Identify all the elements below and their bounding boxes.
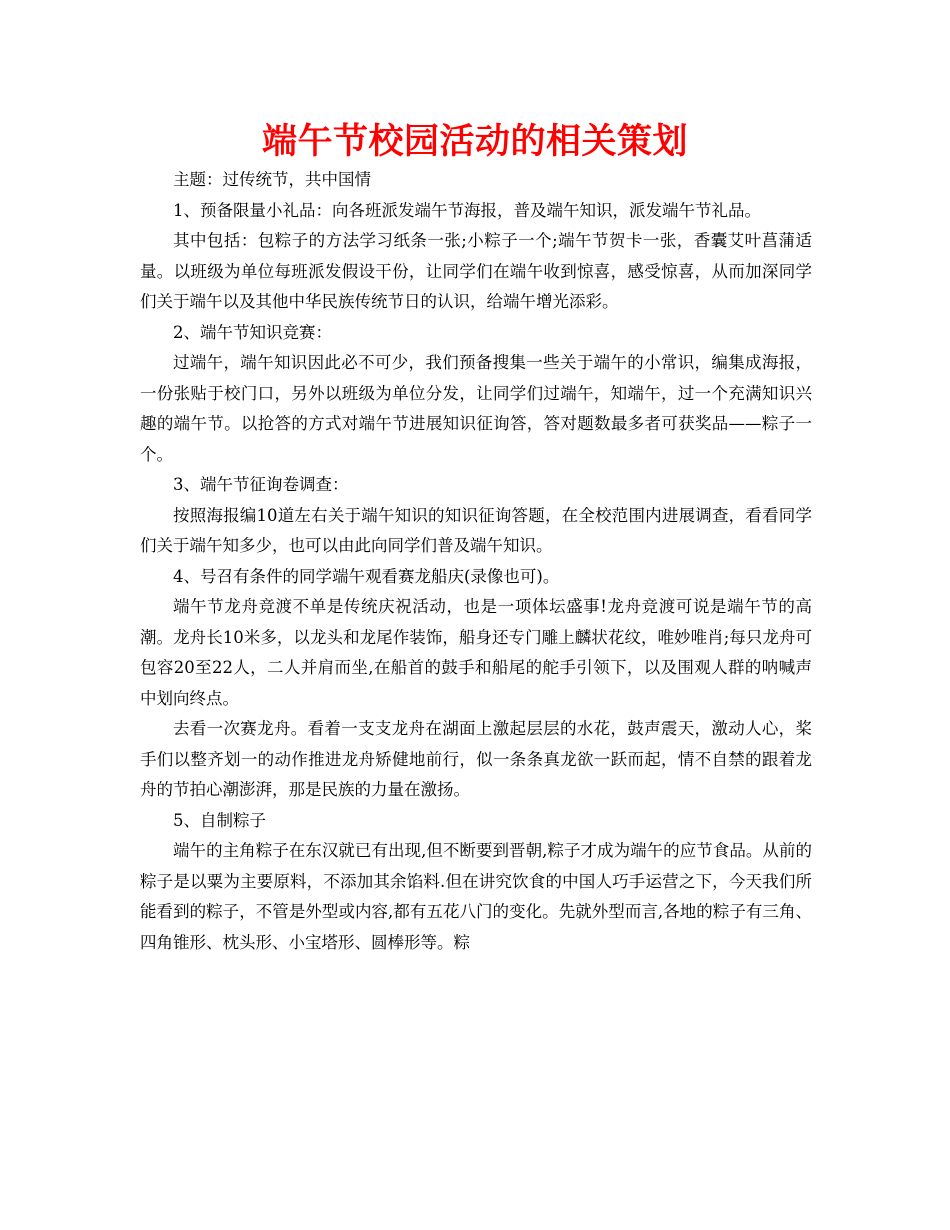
paragraph-survey-detail: 按照海报编10道左右关于端午知识的知识征询答题，在全校范围内进展调查，看看同学们关于端午知多少，也可以由此向同学们普及端午知识。 <box>140 505 812 555</box>
paragraph-quiz-detail: 过端午，端午知识因此必不可少，我们预备搜集一些关于端午的小常识，编集成海报，一份张贴于校门口，另外以班级为单位分发，让同学们过端午，知端午，过一个充满知识兴趣的端午节。以抢答的方式对端午节进展知识征询答，答对题数最多者可获奖品——粽子一个。 <box>140 353 812 464</box>
paragraph-dragonboat-detail: 端午节龙舟竞渡不单是传统庆祝活动，也是一项体坛盛事!龙舟竞渡可说是端午节的高潮。龙舟长10米多，以龙头和龙尾作装饰，船身还专门雕上麟状花纹，唯妙唯肖;每只龙舟可包容20至22人，二人并肩而坐,在船首的鼓手和船尾的舵手引领下，以及围观人群的呐喊声中划向终点。 <box>140 597 812 708</box>
paragraph-survey-heading: 3、端午节征询卷调查： <box>173 475 349 494</box>
paragraph-zongzi-heading: 5、自制粽子 <box>173 810 266 830</box>
paragraph-gifts-heading: 1、预备限量小礼品：向各班派发端午节海报，普及端午知识，派发端午节礼品。 <box>173 200 761 220</box>
paragraph-dragonboat-watch: 去看一次赛龙舟。看着一支支龙舟在湖面上激起层层的水花，鼓声震天，激动人心，桨手们以整齐划一的动作推进龙舟矫健地前行，似一条条真龙欲一跃而起，情不自禁的跟着龙舟的节拍心潮澎湃，那是民族的力量在激扬。 <box>140 719 812 799</box>
paragraph-dragonboat-heading: 4、号召有条件的同学端午观看赛龙船庆(录像也可)。 <box>173 566 560 586</box>
document-body <box>140 165 812 958</box>
document-title: 端午节校园活动的相关策划 <box>261 121 688 162</box>
paragraph-quiz-heading: 2、端午节知识竞赛： <box>173 322 332 342</box>
paragraph-theme: 主题：过传统节，共中国情 <box>173 170 371 189</box>
paragraph-gifts-detail: 其中包括：包粽子的方法学习纸条一张;小粽子一个;端午节贺卡一张，香囊艾叶菖蒲适量。以班级为单位每班派发假设干份，让同学们在端午收到惊喜，感受惊喜，从而加深同学们关于端午以及其他中华民族传统节日的认识，给端午增光添彩。 <box>140 231 812 311</box>
paragraph-zongzi-detail: 端午的主角粽子在东汉就已有出现,但不断要到晋朝,粽子才成为端午的应节食品。从前的粽子是以粟为主要原料，不添加其余馅料.但在讲究饮食的中国人巧手运营之下，今天我们所能看到的粽子，不管是外型或内容,都有五花八门的变化。先就外型而言,各地的粽子有三角、四角锥形、枕头形、小宝塔形、圆棒形等。粽 <box>140 841 812 952</box>
